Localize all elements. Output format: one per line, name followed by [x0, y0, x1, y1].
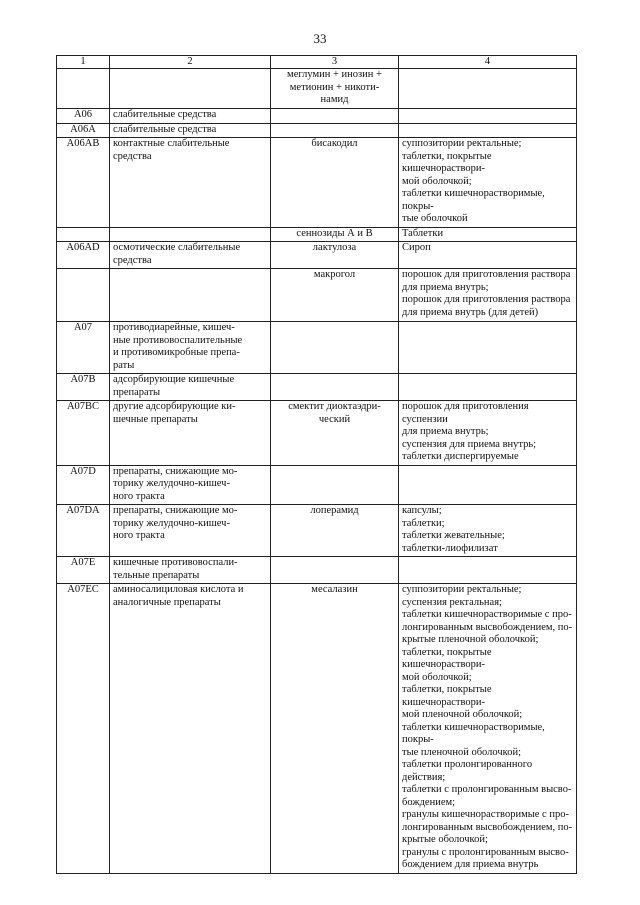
dosage-forms-cell	[399, 557, 577, 584]
group-name-cell: другие адсорбирующие ки- шечные препараты	[110, 401, 271, 466]
substance-cell	[271, 374, 399, 401]
atc-code-cell: A06AD	[57, 242, 110, 269]
column-header: 2	[110, 56, 271, 69]
table-row	[57, 227, 577, 242]
group-name-cell: препараты, снижающие мо- торику желудочно-кишеч- ного тракта	[110, 465, 271, 505]
table-row	[57, 557, 577, 584]
group-name-cell	[110, 227, 271, 242]
atc-code-cell	[57, 227, 110, 242]
column-header: 1	[57, 56, 110, 69]
dosage-forms-cell	[399, 322, 577, 374]
page-number: 33	[313, 31, 327, 46]
atc-code-cell: A07E	[57, 557, 110, 584]
table-row	[57, 322, 577, 374]
table-row	[57, 242, 577, 269]
group-name-cell: кишечные противовоспали- тельные препараты	[110, 557, 271, 584]
group-name-cell	[110, 69, 271, 109]
table-row	[57, 465, 577, 505]
table-row	[57, 374, 577, 401]
group-name-cell: адсорбирующие кишечные препараты	[110, 374, 271, 401]
dosage-forms-cell	[399, 465, 577, 505]
substance-cell: сеннозиды А и В	[271, 227, 399, 242]
dosage-forms-cell: порошок для приготовления суспензии для приема внутрь; суспензия для приема внутрь; таблетки диспергируемые	[399, 401, 577, 466]
dosage-forms-cell: Сироп	[399, 242, 577, 269]
atc-code-cell	[57, 269, 110, 322]
table-row	[57, 109, 577, 124]
substance-cell: лактулоза	[271, 242, 399, 269]
substance-cell: меглумин + инозин + метионин + никоти- намид	[271, 69, 399, 109]
substance-cell: бисакодил	[271, 138, 399, 228]
dosage-forms-cell: Таблетки	[399, 227, 577, 242]
column-header: 3	[271, 56, 399, 69]
substance-cell	[271, 123, 399, 138]
dosage-forms-cell	[399, 69, 577, 109]
dosage-forms-cell: капсулы; таблетки; таблетки жевательные; таблетки-лиофилизат	[399, 505, 577, 557]
atc-code-cell: A07B	[57, 374, 110, 401]
substance-cell	[271, 109, 399, 124]
atc-code-cell: A07BC	[57, 401, 110, 466]
atc-code-cell: A06A	[57, 123, 110, 138]
substance-cell	[271, 557, 399, 584]
atc-code-cell	[57, 69, 110, 109]
atc-code-cell: A06	[57, 109, 110, 124]
header-row	[57, 56, 577, 69]
substance-cell: лоперамид	[271, 505, 399, 557]
substance-cell	[271, 465, 399, 505]
group-name-cell	[110, 269, 271, 322]
dosage-forms-cell	[399, 374, 577, 401]
atc-code-cell: A07EC	[57, 584, 110, 874]
atc-code-cell: A07D	[57, 465, 110, 505]
atc-code-cell: A07	[57, 322, 110, 374]
substance-cell	[271, 322, 399, 374]
dosage-forms-cell: суппозитории ректальные; таблетки, покрытые кишечнораствори- мой оболочкой; таблетки кишечнорастворимые, покры- тые оболочкой	[399, 138, 577, 228]
substance-cell: макрогол	[271, 269, 399, 322]
table-row	[57, 584, 577, 874]
atc-code-cell: A06AB	[57, 138, 110, 228]
table-row	[57, 505, 577, 557]
group-name-cell: противодиарейные, кишеч- ные противовоспалительные и противомикробные препа- раты	[110, 322, 271, 374]
atc-code-cell: A07DA	[57, 505, 110, 557]
table-row	[57, 401, 577, 466]
dosage-forms-cell	[399, 109, 577, 124]
table-row	[57, 138, 577, 228]
group-name-cell: слабительные средства	[110, 109, 271, 124]
group-name-cell: препараты, снижающие мо- торику желудочно-кишеч- ного тракта	[110, 505, 271, 557]
substance-cell: смектит диоктаэдри- ческий	[271, 401, 399, 466]
group-name-cell: осмотические слабительные средства	[110, 242, 271, 269]
table-row	[57, 123, 577, 138]
group-name-cell: контактные слабительные средства	[110, 138, 271, 228]
group-name-cell: слабительные средства	[110, 123, 271, 138]
table-row	[57, 69, 577, 109]
dosage-forms-cell	[399, 123, 577, 138]
medication-table	[56, 55, 577, 874]
group-name-cell: аминосалициловая кислота и аналогичные препараты	[110, 584, 271, 874]
dosage-forms-cell: порошок для приготовления раствора для приема внутрь; порошок для приготовления раствора для приема внутрь (для детей)	[399, 269, 577, 322]
column-header: 4	[399, 56, 577, 69]
substance-cell: месалазин	[271, 584, 399, 874]
table-row	[57, 269, 577, 322]
dosage-forms-cell: суппозитории ректальные; суспензия ректальная; таблетки кишечнорастворимые с про- лонгированным высвобождением, по- крытые пленочной оболочкой; таблетки, покрытые кишечнораствори- мой оболочкой; таблетки, покрытые кишечнораствори- мой пленочной оболочкой; таблетки кишечнорастворимые, покры- тые пленочной оболочкой; таблетки пролонгированного действия; таблетки с пролонгированным высво- бождением; гранулы кишечнорастворимые с про- лонгированным высвобождением, по- крытые оболочкой; гранулы с пролонгированным высво- бождением для приема внутрь	[399, 584, 577, 874]
